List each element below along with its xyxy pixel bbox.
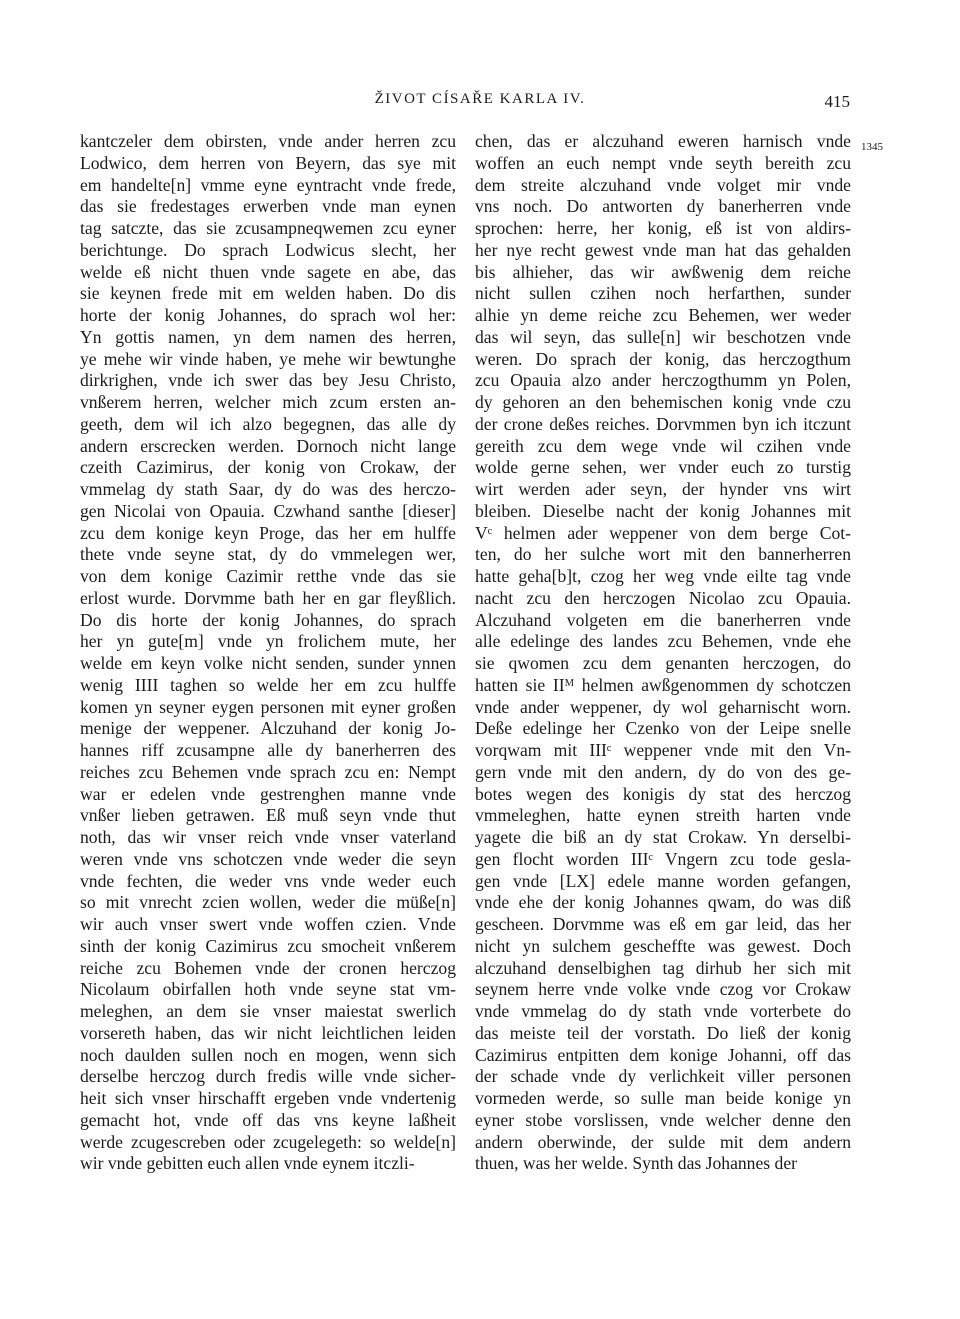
page-number: 415 [824, 92, 850, 111]
text-line: dem streite alczuhand vnde volget mir vnde [475, 174, 851, 195]
text-line: botes wegen des konigis dy stat des herczog [475, 783, 851, 804]
text-line: Lodwico, dem herren von Beyern, das sye mit [80, 152, 456, 173]
text-line: dy gehoren an den behemischen konig vnde czu [475, 392, 851, 412]
text-line: vorsereth haben, das wir nicht leichtlichen leiden [80, 1022, 456, 1043]
text-line: das meiste teil der vorstath. Do ließ der konig [475, 1022, 851, 1043]
text-line: nicht yn sulchem gescheffte was gewest. Doch [475, 935, 851, 956]
text-line: nicht sullen czihen noch herfarthen, sunder [475, 283, 851, 304]
text-line: her yn gute[m] vnde yn frolichem mute, her [80, 631, 456, 652]
text-line: so mit vnrecht zcien wollen, weder die müße[n] [80, 892, 456, 913]
text-line: zcu dem konige keyn Proge, das her em hulffe [80, 522, 456, 543]
text-line: heit sich vnser hirschafft ergeben vnde vndertenig [80, 1088, 456, 1108]
text-line: gen Nicolai von Opauia. Czwhand santhe [dieser] [80, 500, 456, 521]
text-line: eyner stobe vorslissen, vnde welcher denne den [475, 1109, 851, 1130]
text-line: wolde gerne sehen, wer vnder euch zo turstig [475, 457, 851, 478]
text-line: hatte geha[b]t, czog her weg vnde eilte tag vnde [475, 566, 851, 586]
text-line: Vᶜ helmen ader weppener von dem berge Cot- [475, 522, 851, 543]
text-line: werde zcugescreben oder zcugelegeth: so welde[n] [80, 1131, 456, 1152]
text-line: sie keynen frede mit em welden haben. Do dis [80, 283, 456, 304]
text-line: vnde ander weppener, dy wol geharnischt worn. [475, 696, 851, 717]
text-line: menige der weppener. Alczuhand der konig Jo- [80, 718, 456, 739]
text-line: gen vnde [LX] edele manne worden gefangen, [475, 870, 851, 891]
text-line: der crone deßes reiches. Dorvmmen byn ich itczunt [475, 413, 851, 434]
text-line: gern vnde mit den andern, dy do von des ge- [475, 761, 851, 782]
text-line: gescheen. Dorvmme was eß em gar leid, das her [475, 914, 851, 934]
text-line: hannes riff zcusampne alle dy banerherren des [80, 740, 456, 760]
text-line: Do dis horte der konig Johannes, do sprach [80, 609, 456, 630]
text-line: seynem herre vnde volke vnde czog vor Crokaw [475, 979, 851, 1000]
text-line: das sie fredestages erwerben vnde man eynen [80, 196, 456, 217]
text-line: vormeden werde, so sulle man beide konige yn [475, 1088, 851, 1108]
margin-year-note: 1345 [861, 141, 883, 153]
text-line: weren vnde vns schotczen vnde weder die seyn [80, 848, 456, 869]
text-line: alhie yn deme reiche zcu Behemen, wer weder [475, 305, 851, 325]
text-line: sprochen: herre, her konig, eß ist von aldirs- [475, 218, 851, 238]
text-line: war er edelen vnde gestrenghen manne vnde [80, 783, 456, 804]
text-line: kantczeler dem obirsten, vnde ander herren zcu [80, 131, 456, 151]
text-line: welde em keyn volke nicht senden, sunder ynnen [80, 653, 456, 673]
text-line: czeith Cazimirus, der konig von Crokaw, der [80, 457, 456, 478]
text-line: vmmeleghen, hatte eynen streith harten vnde [475, 805, 851, 826]
text-line: meleghen, an dem sie vnser maiestat swerlich [80, 1001, 456, 1021]
text-line: Nicolaum obirfallen hoth vnde seyne stat vm- [80, 979, 456, 1000]
text-line: vorqwam mit IIIᶜ weppener vnde mit den Vn- [475, 740, 851, 760]
left-column [80, 131, 456, 1175]
text-line: gereith zcu dem wege vnde wil czihen vnde [475, 435, 851, 456]
text-line: thuen, was her welde. Synth das Johannes der [475, 1153, 797, 1174]
text-line: chen, das er alczuhand eweren harnisch vnde [475, 131, 851, 151]
text-line: wenig IIII taghen so welde her em zcu hulffe [80, 674, 456, 695]
text-line: weren. Do sprach der konig, das herczogthum [475, 348, 851, 369]
text-line: noth, das wir vnser reich vnde vnser vaterland [80, 827, 456, 847]
text-line: Deße edelinge her Czenko von der Leipe snelle [475, 718, 851, 739]
text-line: zcu Opauia alzo ander herczogthumm yn Polen, [475, 370, 851, 391]
text-line: gemacht hot, vnde off das vns keyne laßheit [80, 1109, 456, 1130]
text-line: sinth der konig Cazimirus zcu smocheit vnßerem [80, 935, 456, 956]
text-line: wir auch vnser swert vnde woffen czien. Vnde [80, 914, 456, 934]
text-line: komen yn seyner eygen personen mit eyner großen [80, 696, 456, 717]
text-line: vnde ehe der konig Johannes qwam, do was diß [475, 892, 851, 913]
text-line: derselbe herczog durch fredis wille vnde sicher- [80, 1066, 456, 1087]
text-line: dirkrighen, vnde ich swer das bey Jesu Christo, [80, 370, 456, 391]
text-line: Alczuhand volgeten em die banerherren vnde [475, 609, 851, 630]
text-line: ten, do her sulche wort mit den bannerherren [475, 544, 851, 565]
text-line: wir vnde gebitten euch allen vnde eynem itczli- [80, 1153, 415, 1174]
text-line: vnßer lieben getrawen. Eß muß seyn vnde thut [80, 805, 456, 826]
text-line: der schade vnde dy verlichkeit viller personen [475, 1066, 851, 1087]
text-line: hatten sie IIᴹ helmen awßgenommen dy schotczen [475, 674, 851, 695]
text-line: vnde fechten, die weder vns vnde weder euch [80, 870, 456, 891]
text-line: sie qwomen zcu dem genanten herczogen, do [475, 653, 851, 673]
text-line: alczuhand denselbighen tag dirhub her sich mit [475, 957, 851, 978]
text-line: alle edelinge des landes zcu Behemen, vnde ehe [475, 631, 851, 652]
text-line: geeth, dem wil ich alzo begegnen, das alle dy [80, 413, 456, 434]
text-line: vns noch. Do antworten dy banerherren vnde [475, 196, 851, 217]
text-line: yagete die biß an dy stat Crokaw. Yn derselbi- [475, 827, 851, 847]
text-line: erlost wurde. Dorvmme bath her en gar fleyßlich. [80, 587, 456, 608]
text-line: bleiben. Dieselbe nacht der konig Johannes mit [475, 500, 851, 521]
text-line: thete vnde seyne stat, dy do vmmelegen wer, [80, 544, 456, 565]
text-line: von dem konige Cazimir retthe vnde das sie [80, 566, 456, 586]
text-line: gen flocht worden IIIᶜ Vngern zcu tode gesla- [475, 848, 851, 869]
text-line: horte der konig Johannes, do sprach wol her: [80, 305, 456, 325]
text-line: reiche zcu Bohemen vnde der cronen herczog [80, 957, 456, 978]
text-line: vmmelag dy stath Saar, dy do was des herczo- [80, 479, 456, 499]
running-title: ŽIVOT CÍSAŘE KARLA IV. [374, 91, 586, 107]
text-line: em handelte[n] vmme eyne eyntracht vnde frede, [80, 174, 456, 195]
text-line: andern erscrecken werden. Dornoch nicht lange [80, 435, 456, 456]
text-line: Cazimirus entpitten dem konige Johanni, off das [475, 1044, 851, 1065]
text-line: ye mehe wir vinde haben, ye mehe wir bewtunghe [80, 348, 456, 369]
text-line: berichtunge. Do sprach Lodwicus slecht, her [80, 239, 456, 260]
text-line: tag satczte, das sie zcusampneqwemen zcu eyner [80, 218, 456, 238]
text-line: wirt werden ader seyn, der hynder vns wirt [475, 479, 851, 499]
text-line: nacht zcu den herczogen Nicolao zcu Opauia. [475, 587, 851, 608]
text-line: bis alhieher, das wir awßwenig dem reiche [475, 261, 851, 282]
text-line: Yn gottis namen, yn dem namen des herren, [80, 326, 456, 347]
text-line: andern oberwinde, der sulde mit dem andern [475, 1131, 851, 1152]
right-column [475, 131, 851, 1175]
text-line: vnßerem herren, welcher mich zcum ersten an- [80, 392, 456, 412]
text-line: her nye recht gewest vnde man hat das gehalden [475, 239, 851, 260]
text-line: vnde vmmelag do dy stath vnde vorterbete do [475, 1001, 851, 1021]
text-line: welde eß nicht thuen vnde sagete en abe, das [80, 261, 456, 282]
text-line: woffen an euch nempt vnde seyth bereith zcu [475, 152, 851, 173]
text-line: reiches zcu Behemen vnde sprach zcu en: Nempt [80, 761, 456, 782]
text-line: das wil seyn, das sulle[n] wir beschotzen vnde [475, 326, 851, 347]
text-line: noch daulden sullen noch en mogen, wenn sich [80, 1044, 456, 1065]
